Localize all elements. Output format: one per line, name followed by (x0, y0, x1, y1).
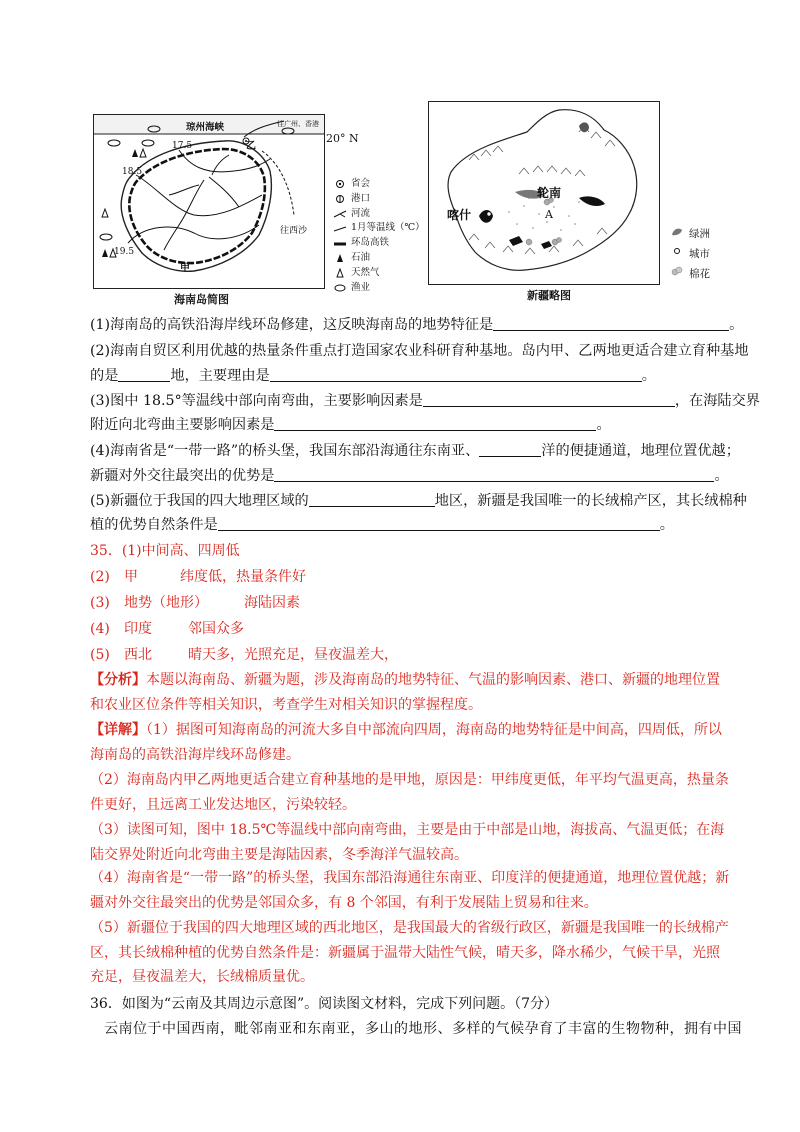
answer-blank[interactable] (274, 414, 596, 431)
detail-p4 (90, 866, 730, 915)
legend-label: 棉花 (689, 268, 710, 280)
city-icon (670, 244, 684, 264)
question-2b (90, 365, 656, 387)
question-2a (90, 340, 749, 362)
question-text: 。 (714, 468, 729, 484)
legend-item (670, 244, 710, 264)
question-text: (5)新疆位于我国的四大地理区域的 (90, 493, 309, 509)
question-5b (90, 514, 674, 536)
legend-item (333, 192, 425, 207)
legend-item (670, 224, 710, 244)
to-xisha-label: 往西沙 (280, 226, 308, 236)
place-jia: 甲 (180, 263, 190, 274)
detail-text: （3）读图可知，图中 18.5℃等温线中部向南弯曲，主要是由于中部是山地，海拔高、气温更低；在海陆交界处附近向北弯曲主要是海陆因素，冬季海洋气温较高。 (90, 822, 725, 863)
answer-b: 纬度低，热量条件好 (180, 569, 306, 585)
question-5a (90, 490, 747, 512)
isotherm-label: 17.5 (172, 141, 193, 151)
question-text: (4)海南省是“一带一路”的桥头堡，我国东部沿海通往东南亚、 (90, 443, 480, 459)
question-text: 。 (641, 368, 656, 384)
detail-text: （1）据图可知海南岛的河流大多自中部流向四周，海南岛的地势特征是中间高，四周低，所以海南岛的高铁沿海岸线环岛修建。 (90, 722, 722, 763)
legend-item (670, 264, 710, 284)
hainan-caption: 海南岛简图 (174, 293, 229, 306)
capital-dot-icon (333, 178, 347, 190)
analysis-block (90, 668, 730, 717)
question-4b (90, 465, 729, 487)
answer-blank[interactable] (270, 365, 642, 382)
answer-row (90, 618, 244, 640)
legend-item (333, 177, 425, 192)
answer-title: 35．(1)中间高、四周低 (90, 543, 240, 559)
hainan-legend (333, 177, 425, 295)
city-kashi-label: 喀什 (447, 208, 472, 222)
question-text: 地，主要理由是 (170, 368, 270, 384)
answer-num: (4) (90, 621, 110, 637)
answer-row (90, 644, 398, 666)
detail-text: （2）海南岛内甲乙两地更适合建立育种基地的是甲地，原因是：甲纬度更低，年平均气温更高，热量条件更好，且远离工业发达地区，污染较轻。 (90, 772, 729, 813)
detail-p2 (90, 768, 730, 817)
legend-item (333, 221, 425, 236)
city-luntai-label: 轮南 (537, 186, 562, 200)
answer-num: (5) (90, 647, 110, 663)
question-text: (2)海南自贸区利用优越的热量条件重点打造国家农业科研育种基地。岛内甲、乙两地更适合建立育种基地 (90, 343, 749, 359)
xinjiang-legend (670, 224, 710, 284)
fishery-icon (333, 282, 347, 294)
question-4a (90, 440, 740, 462)
to-guangzhou-label: 往广州、香港 (277, 120, 319, 128)
answer-a: 地势（地形） (124, 595, 208, 611)
answer-b: 邻国众多 (188, 621, 244, 637)
question-text: 地区，新疆是我国唯一的长绒棉产区，其长绒棉种 (434, 493, 747, 509)
question-text: 。 (596, 417, 611, 433)
cotton-icon (670, 264, 684, 284)
question-text: 植的优势自然条件是 (90, 517, 218, 533)
detail-text: （5）新疆位于我国的四大地理区域的西北地区，是我国最大的省级行政区，新疆是我国唯一的长绒棉产区，其长绒棉种植的优势自然条件是：新疆属于温带大陆性气候，晴天多，降水稀少，气候干旱，光照充足，昼夜温差大，长绒棉质量优。 (90, 920, 729, 985)
answer-blank[interactable] (479, 440, 541, 457)
legend-label: 1月等温线（℃） (351, 222, 425, 234)
legend-item (333, 281, 425, 296)
answer-blank[interactable] (493, 314, 729, 331)
legend-label: 绿洲 (689, 228, 710, 240)
answer-b: 海陆因素 (244, 595, 300, 611)
question-text: (3)图中 18.5°等温线中部向南弯曲，主要影响因素是 (90, 393, 423, 409)
hainan-map-drawing (94, 115, 324, 288)
gas-icon (333, 267, 347, 279)
question-3a (90, 390, 760, 412)
answer-b: 晴天多，光照充足，昼夜温差大， (188, 647, 398, 663)
question-36-intro: 云南位于中国西南，毗邻南亚和东南亚，多山的地形、多样的气候孕育了丰富的生物物种，拥有中国 (104, 1021, 742, 1037)
question-1 (90, 314, 743, 336)
isotherm-line-icon (333, 223, 347, 235)
answer-a: 印度 (124, 621, 152, 637)
answer-row (90, 566, 306, 588)
detail-p3 (90, 818, 730, 867)
detail-tag: 【详解】 (90, 722, 146, 738)
legend-label: 城市 (689, 248, 710, 260)
question-text: (1)海南岛的高铁沿海岸线环岛修建，这反映海南岛的地势特征是 (90, 317, 494, 333)
answer-a: 西北 (124, 647, 152, 663)
xinjiang-map (428, 101, 660, 285)
question-text: 。 (729, 317, 744, 333)
question-text: 新疆对外交往最突出的优势是 (90, 468, 275, 484)
analysis-tag: 【分析】 (90, 672, 146, 688)
detail-text: （4）海南省是“一带一路”的桥头堡，我国东部沿海通往东南亚、印度洋的便捷通道，地理位置优越；新疆对外交往最突出的优势是邻国众多，有 8 个邻国，有利于发展陆上贸易和往来。 (90, 870, 730, 911)
question-text: ，在海陆交界 (674, 393, 760, 409)
legend-label: 天然气 (351, 266, 380, 278)
xinjiang-caption: 新疆略图 (527, 289, 571, 302)
answer-blank[interactable] (274, 465, 714, 482)
river-icon (333, 208, 347, 220)
question-text: 附近向北弯曲主要影响因素是 (90, 417, 275, 433)
answer-blank[interactable] (118, 365, 170, 382)
question-3b (90, 414, 611, 436)
answer-num: (2) (90, 569, 110, 585)
lat-label: 20° N (326, 132, 359, 145)
place-yi: 乙 (246, 141, 256, 152)
port-icon (333, 193, 347, 205)
oasis-icon (670, 224, 684, 244)
answer-row (90, 592, 300, 614)
question-text: 。 (659, 517, 674, 533)
question-text: 的是 (90, 368, 119, 384)
legend-label: 港口 (351, 192, 371, 204)
legend-item (333, 266, 425, 281)
answer-num: (3) (90, 595, 110, 611)
railway-icon (333, 238, 347, 250)
answer-blank[interactable] (309, 490, 435, 507)
legend-item (333, 207, 425, 222)
question-36-title: 36．如图为“云南及其周边示意图”。阅读图文材料，完成下列问题。（7分） (90, 996, 559, 1012)
legend-item (333, 236, 425, 251)
region-a-label: A (545, 208, 553, 221)
answer-a: 甲 (124, 569, 138, 585)
legend-label: 环岛高铁 (351, 237, 390, 249)
detail-p5 (90, 916, 730, 990)
detail-p1 (90, 718, 730, 767)
isotherm-label: 19.5 (114, 247, 135, 257)
answer-blank[interactable] (218, 514, 660, 531)
strait-label: 琼州海峡 (186, 122, 225, 133)
legend-label: 渔业 (351, 281, 371, 293)
analysis-text: 本题以海南岛、新疆为题，涉及海南岛的地势特征、气温的影响因素、港口、新疆的地理位置和农业区位条件等相关知识，考查学生对相关知识的掌握程度。 (90, 672, 720, 713)
isotherm-label: 18.5 (122, 167, 143, 177)
legend-label: 河流 (351, 207, 371, 219)
answer-blank[interactable] (423, 390, 675, 407)
legend-item (333, 251, 425, 266)
question-text: 洋的便捷通道，地理位置优越； (541, 443, 740, 459)
hainan-map (93, 114, 325, 289)
legend-label: 省会 (351, 178, 371, 189)
oil-icon (333, 252, 347, 264)
legend-label: 石油 (351, 251, 371, 263)
